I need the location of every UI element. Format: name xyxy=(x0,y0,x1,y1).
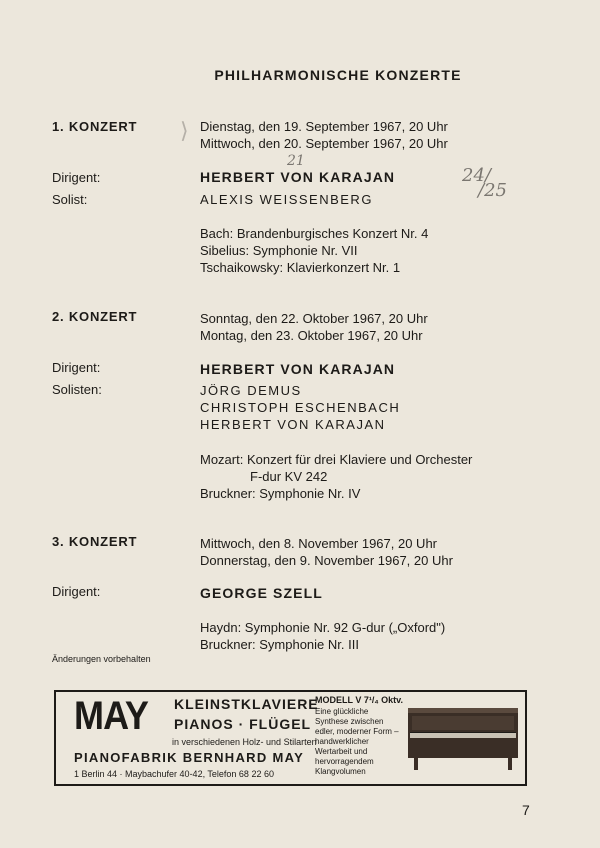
concert-2-conductor: HERBERT VON KARAJAN xyxy=(200,361,396,377)
concert-2-date-2: Montag, den 23. Oktober 1967, 20 Uhr xyxy=(200,328,423,343)
advertisement xyxy=(54,690,527,786)
concert-2-label: 2. KONZERT xyxy=(52,309,138,324)
handwritten-note-24: 24/ xyxy=(462,165,491,186)
page-title: PHILHARMONISCHE KONZERTE xyxy=(214,67,462,83)
concert-1-conductor: HERBERT VON KARAJAN xyxy=(200,169,396,185)
concert-3-conductor: GEORGE SZELL xyxy=(200,585,323,601)
concert-3-program-2: Bruckner: Symphonie Nr. III xyxy=(200,637,359,652)
concert-2-program-1: Mozart: Konzert für drei Klaviere und Orchester xyxy=(200,452,473,467)
concert-2-soloist-3: HERBERT VON KARAJAN xyxy=(200,417,386,432)
ad-line-1: KLEINSTKLAVIERE xyxy=(174,696,319,712)
concert-3-date-1: Mittwoch, den 8. November 1967, 20 Uhr xyxy=(200,536,438,551)
concert-1-program-1: Bach: Brandenburgisches Konzert Nr. 4 xyxy=(200,226,429,241)
ad-company: PIANOFABRIK BERNHARD MAY xyxy=(74,750,305,765)
ad-line-3: in verschiedenen Holz- und Stilarten xyxy=(172,737,317,747)
concert-1-date-1: Dienstag, den 19. September 1967, 20 Uhr xyxy=(200,119,448,134)
concert-1-program-3: Tschaikowsky: Klavierkonzert Nr. 1 xyxy=(200,260,401,275)
concert-3-label: 3. KONZERT xyxy=(52,534,138,549)
concert-2-date-1: Sonntag, den 22. Oktober 1967, 20 Uhr xyxy=(200,311,428,326)
concert-1-date-2: Mittwoch, den 20. September 1967, 20 Uhr xyxy=(200,136,448,151)
concert-2-soloist-label: Solisten: xyxy=(52,382,102,397)
concert-2-program-2: F-dur KV 242 xyxy=(250,469,328,484)
page-number: 7 xyxy=(522,802,530,818)
changes-note: Änderungen vorbehalten xyxy=(52,654,151,664)
handwritten-note-21: 21 xyxy=(287,153,305,169)
concert-3-conductor-label: Dirigent: xyxy=(52,584,101,599)
concert-1-soloist-label: Solist: xyxy=(52,192,88,207)
concert-2-program-3: Bruckner: Symphonie Nr. IV xyxy=(200,486,361,501)
ad-line-2: PIANOS · FLÜGEL xyxy=(174,716,312,732)
concert-2-conductor-label: Dirigent: xyxy=(52,360,101,375)
ad-description: Eine glückliche Synthese zwischen edler, moderner Form – handwerklicher Wertarbeit und hervorragendem Klangvolumen xyxy=(315,707,399,776)
concert-3-date-2: Donnerstag, den 9. November 1967, 20 Uhr xyxy=(200,553,453,568)
piano-image xyxy=(404,704,522,772)
pencil-tick: ⟩ xyxy=(180,118,189,143)
concert-1-soloist-1: ALEXIS WEISSENBERG xyxy=(200,192,373,207)
concert-1-program-2: Sibelius: Symphonie Nr. VII xyxy=(200,243,358,258)
handwritten-note-25: /25 xyxy=(478,180,507,201)
ad-model: MODELL V 7¹/₄ Oktv. xyxy=(315,695,403,705)
concert-1-label: 1. KONZERT xyxy=(52,119,138,134)
concert-1-conductor-label: Dirigent: xyxy=(52,170,101,185)
concert-2-soloist-2: CHRISTOPH ESCHENBACH xyxy=(200,400,401,415)
ad-brand: MAY xyxy=(74,694,148,738)
concert-2-soloist-1: JÖRG DEMUS xyxy=(200,383,302,398)
ad-address: 1 Berlin 44 · Maybachufer 40-42, Telefon 68 22 60 xyxy=(74,769,274,779)
concert-3-program-1: Haydn: Symphonie Nr. 92 G-dur („Oxford") xyxy=(200,620,446,635)
